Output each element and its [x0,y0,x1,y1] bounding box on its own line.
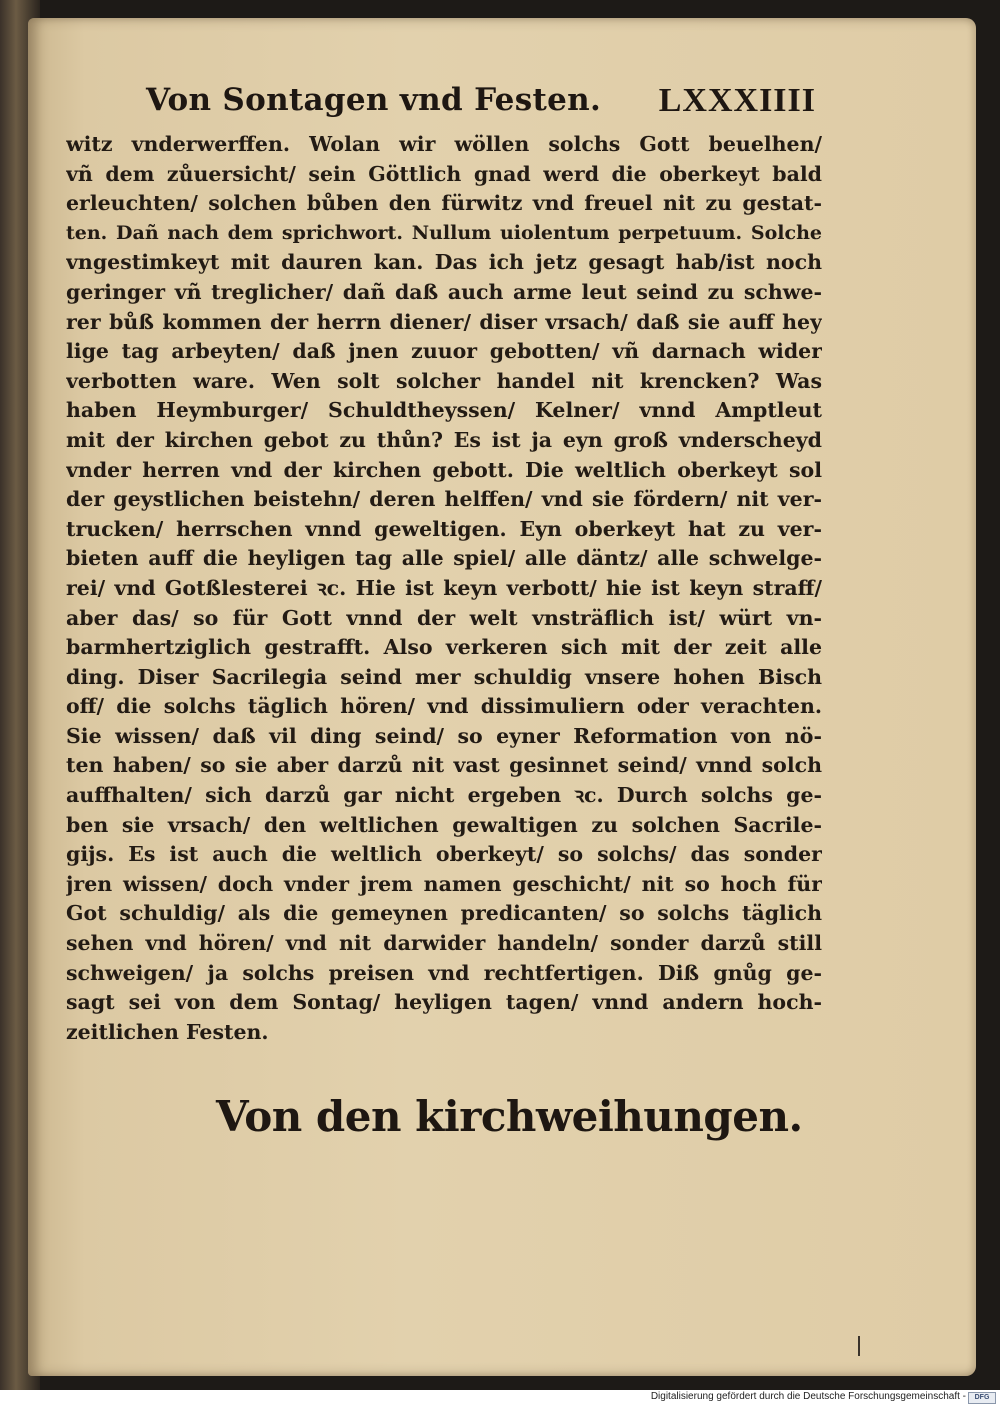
text-line: ben sie vrsach/ den weltlichen gewaltigen zu solchen Sacrile- [66,812,822,837]
footer-bar [0,1390,1000,1404]
section-heading: Von den kirchweihungen. [216,1092,803,1141]
text-line: jren wissen/ doch vnder jrem namen geschicht/ nit so hoch für [66,871,822,896]
text-line: gijs. Es ist auch die weltlich oberkeyt/ so solchs/ das sonder [66,842,822,867]
text-line: vngestimkeyt mit dauren kan. Das ich jetz gesagt hab/ist noch [66,250,822,275]
text-line: mit der kirchen gebot zu thůn? Es ist ja eyn groß vnderscheyd [66,427,822,452]
pencil-mark [858,1336,860,1356]
funding-credit: Digitalisierung gefördert durch die Deutsche Forschungsgemeinschaft - [650,1391,966,1402]
text-line: vñ dem zůuersicht/ sein Göttlich gnad werd die oberkeyt bald [66,161,822,186]
text-line: ten. Dañ nach dem sprichwort. Nullum uiolentum perpetuum. Solche [66,221,822,244]
text-line: vnder herren vnd der kirchen gebott. Die weltlich oberkeyt sol [66,457,822,482]
text-line: erleuchten/ solchen bůben den fürwitz vnd freuel nit zu gestat- [66,191,822,216]
text-line: off/ die solchs täglich hören/ vnd dissimuliern oder verachten. [66,694,822,719]
text-line: geringer vñ treglicher/ dañ daß auch arme leut seind zu schwe- [66,279,822,304]
text-line: aber das/ so für Gott vnnd der welt vnsträflich ist/ würt vn- [66,605,822,630]
body-text [66,130,822,1047]
text-line: rer bůß kommen der herrn diener/ diser vrsach/ daß sie auff hey [66,309,822,334]
running-title: Von Sontagen vnd Festen. [146,82,602,118]
page-header [146,82,816,126]
text-line: ding. Diser Sacrilegia seind mer schuldig vnsere hohen Bisch [66,664,822,689]
text-line: rei/ vnd Gotßlesterei ꝛc. Hie ist keyn verbott/ hie ist keyn straff/ [66,575,822,600]
text-line: trucken/ herrschen vnnd geweltigen. Eyn oberkeyt hat zu ver- [66,516,822,541]
text-line: zeitlichen Festen. [66,1019,269,1044]
text-line: sehen vnd hören/ vnd nit darwider handeln/ sonder darzů still [66,931,822,956]
text-line: Got schuldig/ als die gemeynen predicanten/ so solchs täglich [66,901,822,926]
text-line: schweigen/ ja solchs preisen vnd rechtfertigen. Diß gnůg ge- [66,960,822,985]
text-line: ten haben/ so sie aber darzů nit vast gesinnet seind/ vnnd solch [66,753,822,778]
text-line: der geystlichen beistehn/ deren helffen/ vnd sie fördern/ nit ver- [66,487,822,512]
text-line: lige tag arbeyten/ daß jnen zuuor gebotten/ vñ darnach wider [66,339,822,364]
dfg-logo: DFG [968,1392,996,1404]
text-line: Sie wissen/ daß vil ding seind/ so eyner Reformation von nö- [66,723,822,748]
text-line: auffhalten/ sich darzů gar nicht ergeben ꝛc. Durch solchs ge- [66,783,822,808]
folio-number: LXXXIIII [658,82,816,119]
text-line: witz vnderwerffen. Wolan wir wöllen solchs Gott beuelhen/ [66,132,822,156]
text-line: sagt sei von dem Sontag/ heyligen tagen/ vnnd andern hoch- [66,990,822,1015]
text-line: verbotten ware. Wen solt solcher handel nit krencken? Was [66,368,822,393]
text-line: bieten auff die heyligen tag alle spiel/ alle däntz/ alle schwelge- [66,546,822,571]
text-line: haben Heymburger/ Schuldtheyssen/ Kelner/ vnnd Amptleut [66,398,822,423]
text-line: barmhertziglich gestrafft. Also verkeren sich mit der zeit alle [66,635,822,660]
